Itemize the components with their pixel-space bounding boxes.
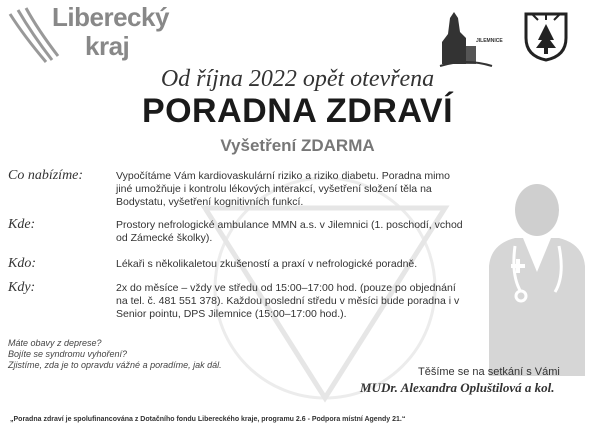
region-logo-line2: kraj: [85, 31, 130, 61]
doctor-silhouette-icon: [475, 180, 595, 376]
section-where-text: Prostory nefrologické ambulance MMN a.s. v Jilemnici (1. poschodí, vchod od Zámecké školky).: [116, 219, 463, 244]
greeting: Těšíme se na setkání s Vámi: [418, 366, 560, 378]
signature: MUDr. Alexandra Opluštilová a kol.: [360, 380, 555, 395]
page-title: PORADNA ZDRAVÍ: [141, 92, 454, 130]
section-offer-label: Co nabízíme:: [8, 168, 84, 183]
funding-footer: „Poradna zdraví je spolufinancována z Dotačního fondu Libereckého kraje, programu 2.6 - Podpora místní Agendy 21.“: [10, 416, 406, 423]
town-logo-text: JILEMNICE: [476, 38, 503, 44]
worries-list: [8, 338, 278, 371]
reopening-subtitle: Od října 2022 opět otevřena: [160, 66, 435, 92]
worry-line: Máte obavy z deprese?: [8, 338, 102, 348]
section-who-label: Kdo:: [8, 256, 36, 271]
section-when-label: Kdy:: [8, 280, 36, 295]
worry-line: Bojíte se syndromu vyhoření?: [8, 349, 128, 359]
region-logo-line1: Liberecký: [52, 2, 169, 32]
section-where-label: Kde:: [8, 217, 36, 232]
section-who-text: Lékaři s několikaletou zkušeností a praxí v nefrologické poradně.: [116, 258, 418, 270]
free-exam-heading: Vyšetření ZDARMA: [220, 136, 375, 155]
town-crest-icon: [522, 10, 570, 62]
worry-line: Zjistíme, zda je to opravdu vážné a poradíme, jak dál.: [8, 360, 222, 370]
section-offer-text: Vypočítáme Vám kardiovaskulární riziko a riziko diabetu. Poradna mimo jiné umožňuje i kontrolu lékových interakcí, vyšetření složení těla na Bodystatu, vyšetření kognitivních funkcí.: [116, 170, 451, 208]
section-when-text: 2x do měsíce – vždy ve středu od 15:00–17:00 hod. (pouze po objednání na tel. č. 481 551 378). Každou poslední středu v měsíci bude poradna i v Senior pointu, DPS Jilemnice (15:00–17:00 hod.).: [116, 282, 460, 320]
